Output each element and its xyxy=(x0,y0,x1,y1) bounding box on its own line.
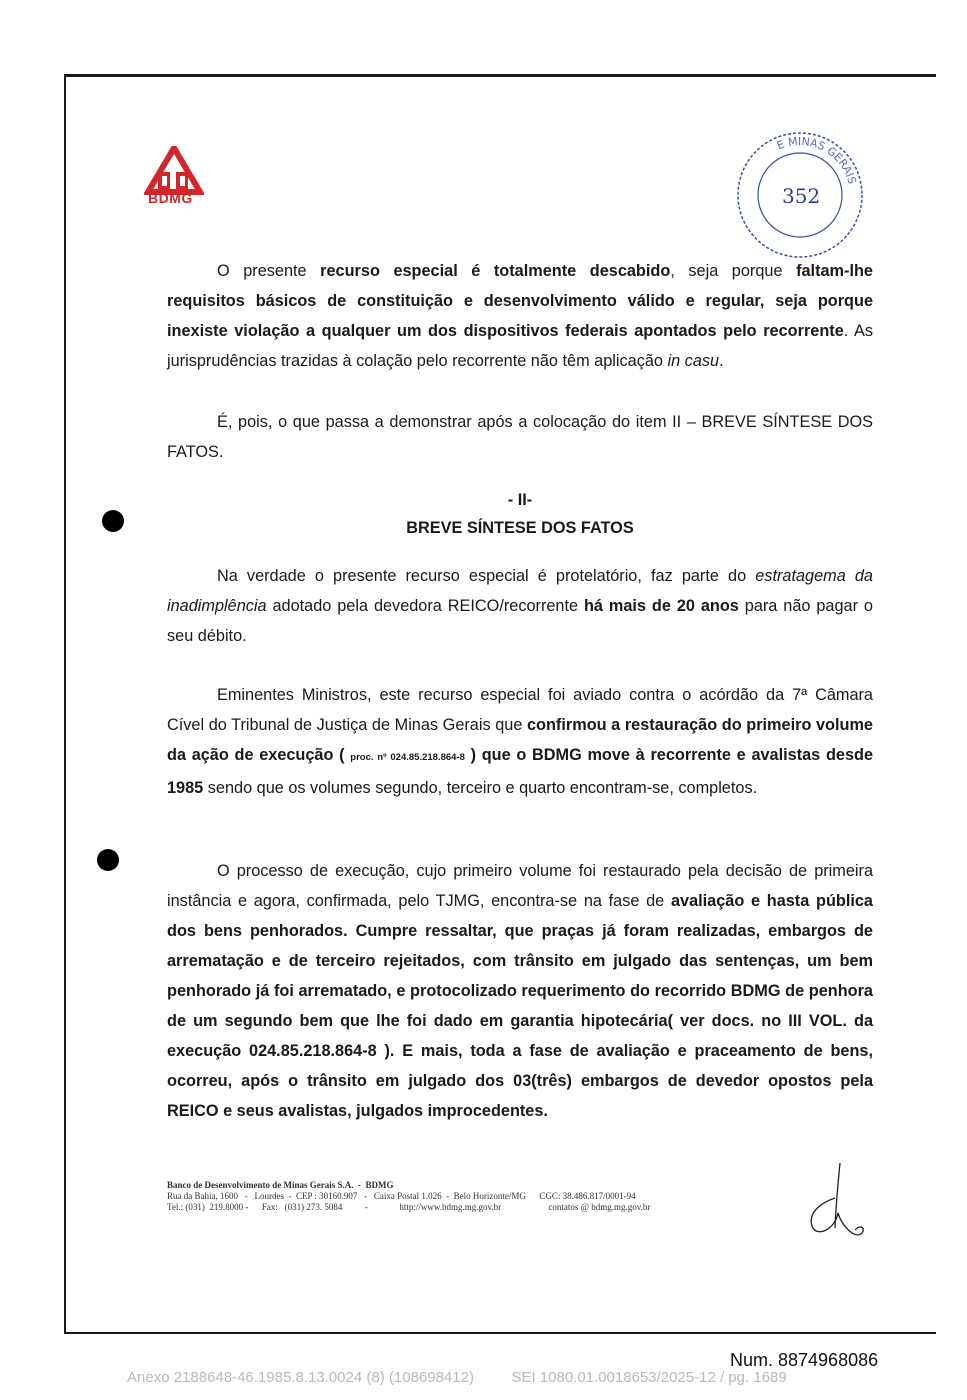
footer-line-1: Banco de Desenvolvimento de Minas Gerais S.A. - BDMG xyxy=(167,1180,394,1190)
page-border-bottom xyxy=(64,1332,936,1334)
paragraph-5: O processo de execução, cujo primeiro volume foi restaurado pela decisão de primeira instância e agora, confirmada, pelo TJMG, encontra-se na fase de avaliação e hasta pública dos bens penhorados. Cumpre ressaltar, que praças já foram realizadas, embargos de arrematação e de terceiro rejeitados, com trânsito em julgado das sentenças, um bem penhorado já foi arrematado, e protocolizado requerimento do recorrido BDMG de penhora de um segundo bem que lhe foi dado em garantia hipotecária( ver docs. no III VOL. da execução 024.85.218.864-8 ). E mais, toda a fase de avaliação e praceamento de bens, ocorreu, após o trânsito em julgado dos 03(três) embargos de devedor opostos pela REICO e seus avalistas, julgados improcedentes. xyxy=(167,862,873,1120)
document-number: Num. 8874968086 xyxy=(730,1350,879,1370)
footer-line-3: Tel.: (031) 219.8000 - Fax: (031) 273. 5084 - http://www.bdmg.mg.gov.br contatos @ bdmg.mg.gov.br xyxy=(167,1202,651,1212)
signature xyxy=(800,1158,870,1248)
punch-hole xyxy=(97,849,119,871)
footer-line-2: Rua da Bahia, 1600 - Lourdes - CEP : 30160.907 - Caixa Postal 1.026 - Belo Horizonte/MG CGC: 38.486.817/0001-94 xyxy=(167,1191,636,1201)
logo-text: BDMG xyxy=(148,190,193,206)
stamp-number: 352 xyxy=(782,184,821,208)
section-title: BREVE SÍNTESE DOS FATOS xyxy=(406,519,634,537)
punch-hole xyxy=(102,510,124,532)
page-border-top xyxy=(64,74,936,77)
page-border-left xyxy=(64,74,66,1334)
section-number: - II- xyxy=(507,491,533,509)
paragraph-4: Eminentes Ministros, este recurso especial foi aviado contra o acórdão da 7ª Câmara Cível do Tribunal de Justiça de Minas Gerais que confirmou a restauração do primeiro volume da ação de execução ( proc. nº 024.85.218.864-8 ) que o BDMG move à recorrente e avalistas desde 1985 sendo que os volumes segundo, terceiro e quarto encontram-se, completos. xyxy=(167,686,873,797)
letterhead-footer xyxy=(167,1180,650,1213)
stamp-ring-text: E MINAS GERAIS xyxy=(775,134,859,186)
paragraph-3: Na verdade o presente recurso especial é protelatório, faz parte do estratagema da inadimplência adotado pela devedora REICO/recorrente há mais de 20 anos para não pagar o seu débito. xyxy=(167,567,873,645)
paragraph-1: O presente recurso especial é totalmente descabido, seja porque faltam-lhe requisitos básicos de constituição e desenvolvimento válido e regular, seja porque inexiste violação a qualquer um dos dispositivos federais apontados pelo recorrente. As jurisprudências trazidas à colação pelo recorrente não têm aplicação in casu. xyxy=(167,262,873,370)
court-stamp xyxy=(730,125,870,265)
annex-reference: Anexo 2188648-46.1985.8.13.0024 (8) (108698412) SEI 1080.01.0018653/2025-12 / pg. 1689 xyxy=(127,1369,787,1386)
paragraph-2: É, pois, o que passa a demonstrar após a colocação do item II – BREVE SÍNTESE DOS FATOS. xyxy=(167,413,873,461)
